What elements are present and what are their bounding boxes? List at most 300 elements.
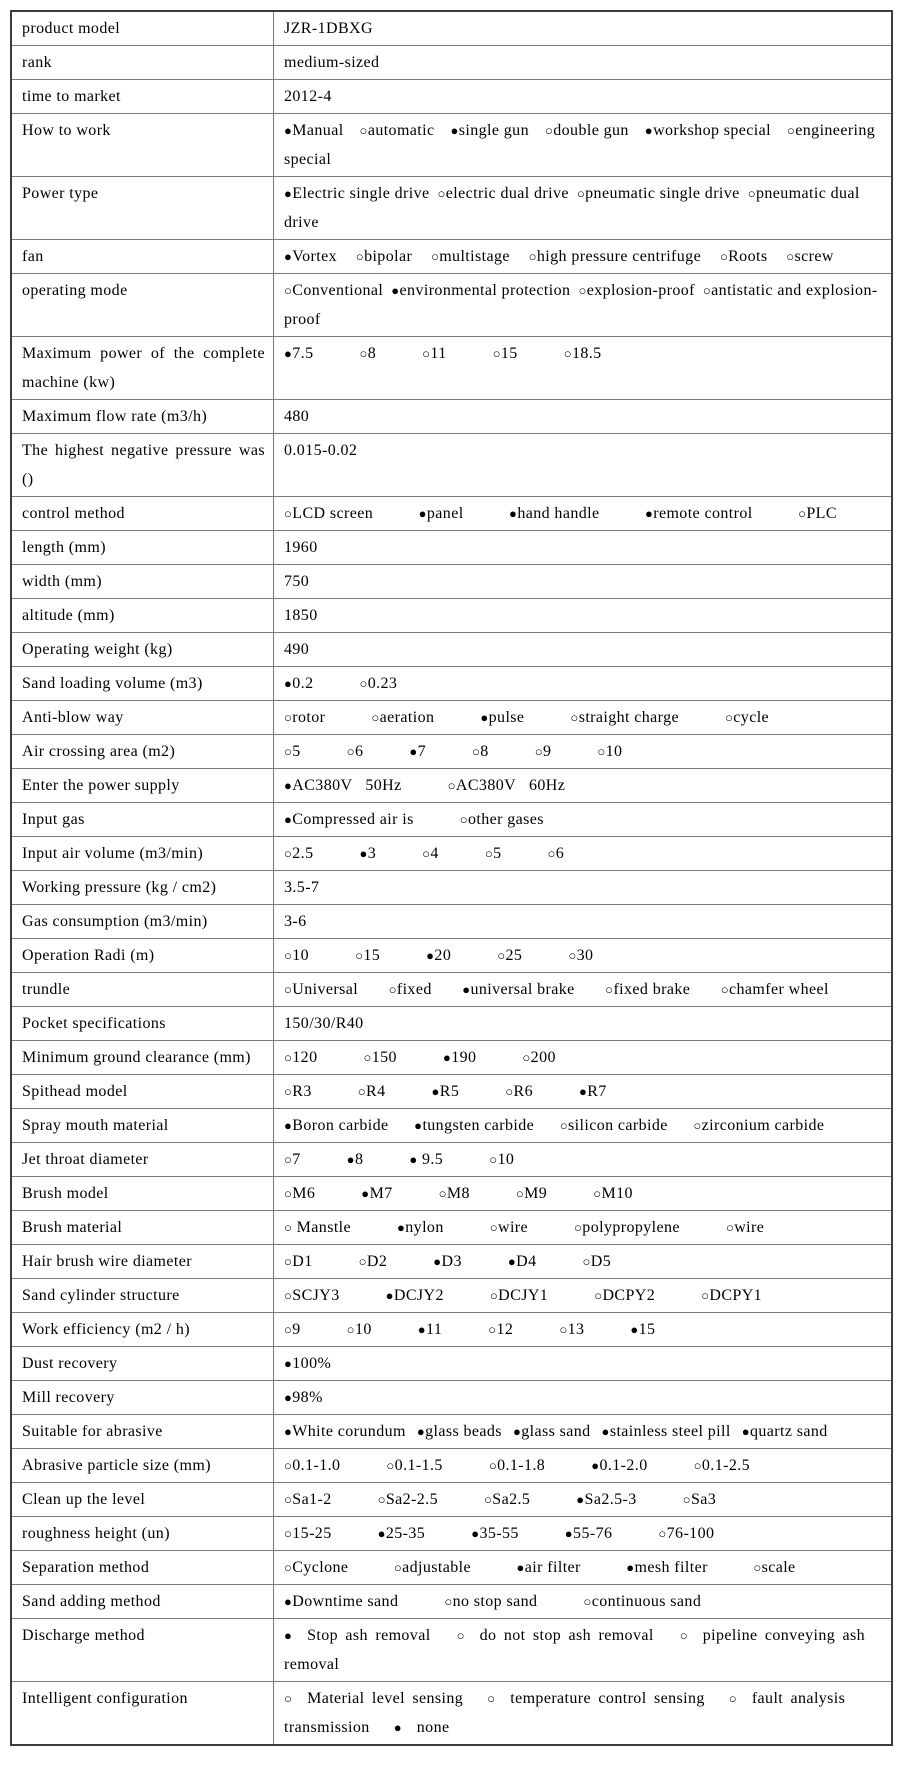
option-label: 12 [496,1321,514,1338]
option-label: 150 [371,1049,397,1066]
table-row [11,939,892,973]
option-item [284,1151,301,1168]
option-item [284,1117,389,1134]
spec-value [274,701,893,735]
option-label: 7 [292,1151,301,1168]
radio-unselected-icon: ○ [492,346,501,361]
option-label: bipolar [364,248,413,265]
radio-selected-icon: ● [284,186,293,201]
option-label: Sa2-2.5 [385,1491,438,1508]
option-label: R6 [513,1083,533,1100]
option-label: 25 [505,947,523,964]
option-label: 0.2 [292,675,314,692]
radio-unselected-icon: ○ [570,710,579,725]
radio-unselected-icon: ○ [284,744,293,759]
radio-unselected-icon: ○ [786,249,795,264]
option-label: 11 [426,1321,443,1338]
radio-unselected-icon: ○ [284,1560,293,1575]
option-item [516,1185,547,1202]
radio-unselected-icon: ○ [284,1526,293,1541]
radio-selected-icon: ● [284,249,293,264]
option-item [570,709,679,726]
radio-unselected-icon: ○ [583,1594,592,1609]
option-item [605,981,690,998]
option-label: fixed [396,981,432,998]
radio-unselected-icon: ○ [593,1186,602,1201]
option-item [422,345,446,362]
option-label: SCJY3 [292,1287,340,1304]
option-item [693,1117,824,1134]
option-item [397,1219,444,1236]
radio-unselected-icon: ○ [422,346,431,361]
radio-unselected-icon: ○ [284,710,293,725]
radio-selected-icon: ● [644,123,654,138]
table-row [11,497,892,531]
spec-value-text: 150/30/R40 [284,1015,364,1032]
option-label: Sa1-2 [292,1491,332,1508]
spec-value [274,46,893,80]
table-row [11,1041,892,1075]
option-label: 55-76 [573,1525,613,1542]
radio-unselected-icon: ○ [487,1691,496,1706]
spec-label: Anti-blow way [11,701,274,735]
option-label: pipeline conveying ash removal [284,1627,873,1673]
radio-selected-icon: ● [579,1084,588,1099]
option-label: M7 [369,1185,393,1202]
option-item [487,1690,705,1707]
option-label: no stop sand [452,1593,538,1610]
option-item [284,1627,431,1644]
spec-label: Pocket specifications [11,1007,274,1041]
spec-value-text: 0.015-0.02 [284,442,358,459]
option-label: Vortex [292,248,338,265]
radio-selected-icon: ● [512,1424,522,1439]
option-label: 0.1-2.0 [599,1457,648,1474]
radio-unselected-icon: ○ [284,1458,293,1473]
option-item [359,845,376,862]
option-item [284,709,325,726]
spec-label: Mill recovery [11,1381,274,1415]
option-item [489,1151,514,1168]
option-label: Boron carbide [292,1117,389,1134]
option-item [391,282,570,299]
option-label: pneumatic dual drive [284,185,865,231]
option-item [529,248,701,265]
option-label: 11 [430,345,447,362]
radio-unselected-icon: ○ [422,846,431,861]
spec-label: Maximum power of the complete machine (kw) [11,337,274,400]
option-item [284,1083,312,1100]
spec-table-body [11,11,892,1745]
spec-label: Suitable for abrasive [11,1415,274,1449]
table-row [11,11,892,46]
option-label: air filter [524,1559,581,1576]
option-item [444,1593,537,1610]
radio-selected-icon: ● [414,1118,423,1133]
option-item [419,505,464,522]
radio-selected-icon: ● [359,846,368,861]
option-label: DCJY1 [498,1287,549,1304]
option-label: engineering special [284,122,880,168]
radio-unselected-icon: ○ [787,123,796,138]
option-label: electric dual drive [445,185,569,202]
radio-unselected-icon: ○ [753,1560,762,1575]
radio-unselected-icon: ○ [547,846,556,861]
option-item [493,345,518,362]
table-row [11,337,892,400]
option-label: single gun [458,122,529,139]
option-item [284,1690,463,1707]
table-row [11,871,892,905]
option-item [284,845,313,862]
option-label: fixed brake [613,981,691,998]
option-item [545,122,629,139]
option-item [347,1151,364,1168]
spec-value [274,1483,893,1517]
spec-label: trundle [11,973,274,1007]
spec-value [274,769,893,803]
radio-selected-icon: ● [284,123,293,138]
radio-unselected-icon: ○ [284,1186,293,1201]
option-label: R7 [587,1083,607,1100]
option-label: 20 [434,947,452,964]
radio-unselected-icon: ○ [284,1152,293,1167]
spec-label: Separation method [11,1551,274,1585]
spec-value [274,1585,893,1619]
table-row [11,769,892,803]
option-item [593,1185,633,1202]
spec-value [274,565,893,599]
option-label: LCD screen [292,505,374,522]
option-item [577,185,740,202]
table-row [11,46,892,80]
option-item [497,947,522,964]
table-row [11,1619,892,1682]
option-item [579,1083,607,1100]
option-item [394,1559,471,1576]
option-item [725,709,769,726]
radio-unselected-icon: ○ [484,1492,493,1507]
option-item [359,675,397,692]
spec-label: Power type [11,177,274,240]
option-item [386,1457,442,1474]
option-label: R4 [366,1083,386,1100]
option-item [505,1083,533,1100]
option-item [360,122,435,139]
radio-selected-icon: ● [418,506,427,521]
radio-unselected-icon: ○ [728,1691,738,1706]
spec-label: Spray mouth material [11,1109,274,1143]
spec-label: Intelligent configuration [11,1682,274,1746]
option-item [658,1525,714,1542]
table-row [11,565,892,599]
spec-value [274,667,893,701]
spec-label: Hair brush wire diameter [11,1245,274,1279]
table-row [11,633,892,667]
radio-selected-icon: ● [284,812,293,827]
option-item [509,505,599,522]
option-label: 18.5 [571,345,602,362]
option-item [490,1219,528,1236]
radio-unselected-icon: ○ [284,948,293,963]
spec-value [274,1551,893,1585]
option-label: 100% [292,1355,332,1372]
spec-value [274,1211,893,1245]
option-item [284,248,337,265]
option-label: screw [794,248,834,265]
option-item [485,845,502,862]
radio-unselected-icon: ○ [488,1322,497,1337]
option-item [574,1219,680,1236]
radio-unselected-icon: ○ [358,1254,367,1269]
table-row [11,1381,892,1415]
radio-selected-icon: ● [507,1254,517,1269]
option-label: D1 [292,1253,313,1270]
radio-unselected-icon: ○ [559,1118,569,1133]
option-item [284,947,309,964]
option-label: 76-100 [666,1525,715,1542]
spec-value [274,1245,893,1279]
spec-value [274,177,893,240]
radio-selected-icon: ● [591,1458,600,1473]
option-item [418,1321,442,1338]
option-label: Cyclone [292,1559,349,1576]
radio-selected-icon: ● [284,1118,293,1133]
option-item [460,811,544,828]
table-row [11,735,892,769]
option-label: environmental protection [399,282,571,299]
option-label: 25-35 [385,1525,426,1542]
spec-value [274,1279,893,1313]
radio-unselected-icon: ○ [534,744,543,759]
option-item [517,1559,581,1576]
spec-value-text: 3-6 [284,913,307,930]
radio-unselected-icon: ○ [597,744,606,759]
option-label: White corundum [292,1423,406,1440]
option-item [359,345,376,362]
option-item [284,1457,340,1474]
table-row [11,701,892,735]
option-label: silicon carbide [568,1117,668,1134]
radio-unselected-icon: ○ [576,186,586,201]
table-row [11,837,892,871]
option-item [591,1457,647,1474]
option-item [462,981,574,998]
option-label: PLC [806,505,837,522]
option-item [433,1253,462,1270]
spec-value [274,1415,893,1449]
option-label: 98% [292,1389,323,1406]
spec-label: Jet throat diameter [11,1143,274,1177]
option-label: fault analysis transmission [284,1690,853,1736]
radio-unselected-icon: ○ [747,186,756,201]
option-label: 2.5 [292,845,314,862]
spec-value [274,1619,893,1682]
option-label: Sa3 [690,1491,717,1508]
radio-unselected-icon: ○ [284,1691,293,1706]
radio-selected-icon: ● [509,506,518,521]
option-label: 0.1-1.8 [497,1457,546,1474]
option-item [386,1287,444,1304]
table-row [11,177,892,240]
spec-label: Working pressure (kg / cm2) [11,871,274,905]
option-label: polypropylene [582,1219,680,1236]
spec-label: Clean up the level [11,1483,274,1517]
radio-selected-icon: ● [741,1424,750,1439]
spec-label: How to work [11,114,274,177]
option-item [378,1491,438,1508]
option-label: 5 [292,743,301,760]
radio-selected-icon: ● [431,1084,440,1099]
option-item [513,1423,591,1440]
option-item [284,1253,313,1270]
radio-selected-icon: ● [416,1424,426,1439]
option-item [284,1389,323,1406]
spec-label: Enter the power supply [11,769,274,803]
radio-unselected-icon: ○ [472,744,481,759]
spec-value [274,837,893,871]
option-label: antistatic and explosion-proof [284,282,878,328]
option-item [284,1423,406,1440]
option-label: D5 [590,1253,612,1270]
option-item [594,1287,655,1304]
table-row [11,667,892,701]
option-item [284,1491,332,1508]
option-item [284,811,414,828]
radio-selected-icon: ● [284,1594,293,1609]
table-row [11,1143,892,1177]
option-label: D2 [366,1253,388,1270]
option-label: Stop ash removal [292,1627,431,1644]
spec-label: altitude (mm) [11,599,274,633]
radio-unselected-icon: ○ [522,1050,531,1065]
table-row [11,1517,892,1551]
radio-unselected-icon: ○ [459,812,468,827]
option-item [284,1559,348,1576]
option-item [583,1593,701,1610]
radio-selected-icon: ● [284,1390,293,1405]
spec-value [274,939,893,973]
spec-label: Spithead model [11,1075,274,1109]
option-label: Sa2.5 [492,1491,531,1508]
table-row [11,1347,892,1381]
table-row [11,1211,892,1245]
radio-unselected-icon: ○ [720,982,730,997]
option-item [284,777,402,794]
option-item [355,947,380,964]
spec-value [274,337,893,400]
spec-label: rank [11,46,274,80]
option-label: M10 [601,1185,633,1202]
spec-label: Sand loading volume (m3) [11,667,274,701]
radio-selected-icon: ● [417,1322,427,1337]
radio-unselected-icon: ○ [719,249,729,264]
spec-value [274,497,893,531]
spec-value [274,114,893,177]
option-label: explosion-proof [586,282,695,299]
option-label: nylon [405,1219,444,1236]
option-item [284,743,301,760]
option-item [568,947,593,964]
option-label: glass beads [425,1423,502,1440]
option-label: 3 [367,845,377,862]
option-label: 15 [500,345,518,362]
option-label: 9.5 [417,1151,444,1168]
option-item [426,947,451,964]
option-item [378,1525,426,1542]
spec-value [274,973,893,1007]
option-item [359,1253,388,1270]
option-label: 35-55 [479,1525,519,1542]
spec-value-text: 2012-4 [284,88,332,105]
option-label: 190 [451,1049,477,1066]
option-label: Roots [728,248,768,265]
spec-value [274,1075,893,1109]
radio-unselected-icon: ○ [605,982,614,997]
table-row [11,973,892,1007]
spec-value [274,531,893,565]
radio-unselected-icon: ○ [359,346,368,361]
option-label: 30 [576,947,594,964]
spec-value-text: medium-sized [284,54,380,71]
radio-selected-icon: ● [397,1220,406,1235]
option-label: Sa2.5-3 [584,1491,637,1508]
option-item [472,743,489,760]
table-row [11,1075,892,1109]
option-item [356,248,412,265]
radio-selected-icon: ● [409,1152,418,1167]
radio-unselected-icon: ○ [444,1594,453,1609]
spec-value [274,434,893,497]
table-row [11,1682,892,1746]
spec-label: Abrasive particle size (mm) [11,1449,274,1483]
spec-table [10,10,893,1746]
option-item [284,1287,340,1304]
option-item [438,185,569,202]
option-label: 15 [363,947,381,964]
radio-unselected-icon: ○ [371,710,380,725]
spec-label: Gas consumption (m3/min) [11,905,274,939]
radio-unselected-icon: ○ [430,249,440,264]
spec-label: Maximum flow rate (m3/h) [11,400,274,434]
option-item [488,1321,513,1338]
option-label: DCJY2 [393,1287,444,1304]
radio-unselected-icon: ○ [437,186,446,201]
table-row [11,1483,892,1517]
option-label: 0.23 [367,675,398,692]
spec-label: Dust recovery [11,1347,274,1381]
option-item [439,1185,470,1202]
option-item [583,1253,612,1270]
option-item [448,777,566,794]
radio-selected-icon: ● [284,346,293,361]
table-row [11,1551,892,1585]
radio-selected-icon: ● [442,1050,452,1065]
spec-value-text: 490 [284,641,310,658]
option-item [284,1219,351,1236]
option-label: wire [734,1219,765,1236]
radio-unselected-icon: ○ [528,249,537,264]
option-item [443,1049,476,1066]
option-label: panel [426,505,464,522]
table-row [11,1449,892,1483]
spec-label: Brush model [11,1177,274,1211]
spec-value [274,1347,893,1381]
option-label: stainless steel pill [609,1423,731,1440]
option-item [409,743,426,760]
radio-selected-icon: ● [391,283,400,298]
option-item [347,1321,372,1338]
